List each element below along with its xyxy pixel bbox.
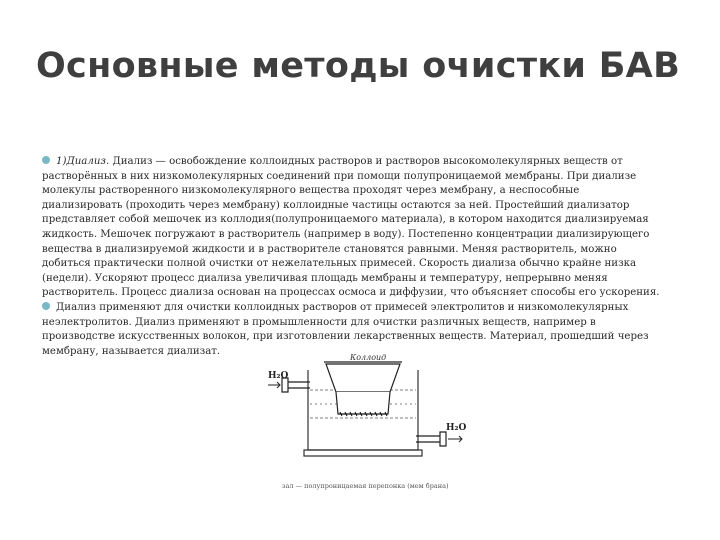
paragraph-text: Диализ применяют для очистки коллоидных растворов от примесей электролитов и низкомолекулярных неэлектролитов. Диализ применяют в промышленности для очистки различных веществ, например в производстве искусственных волокон, при изготовлении лекарственных веществ. Материал, прошедший через мембрану, называется диализат.	[42, 301, 649, 357]
diagram-caption: зал — полупроницаемая перепонка (мем брана)	[282, 482, 449, 490]
outlet-pipe	[416, 432, 446, 446]
body-text	[42, 155, 662, 359]
dialyzer-diagram	[268, 352, 468, 480]
paragraph-application	[42, 301, 662, 359]
diagram-label-top: Коллоид	[350, 353, 387, 362]
page-title: Основные методы очистки БАВ	[36, 46, 681, 86]
paragraph-text: Диализ — освобождение коллоидных растворов и растворов высокомолекулярных веществ от растворённых в них низкомолекулярных соединений при помощи полупроницаемой мембраны. При диализе молекулы растворенного низкомолекулярного вещества проходят через мембрану, а неспособные диализировать (проходить через мембрану) коллоидные частицы остаются за ней. Простейший диализатор представляет собой мешочек из коллодия(полупроницаемого материала), в котором находится диализируемая жидкость. Мешочек погружают в растворитель (например в воду). Постепенно концентрации диализирующего вещества в диализируемой жидкости и в растворителе становятся равными. Меняя растворитель, можно добиться практически полной очистки от нежелательных примесей. Скорость диализа обычно крайне низка (недели). Ускоряют процесс диализа увеличивая площадь мембраны и температуру, непрерывно меняя растворитель. Процесс диализа основан на процессах осмоса и диффузии, что объясняет способы его ускорения.	[42, 156, 660, 299]
inner-membrane-vessel	[324, 362, 402, 414]
bullet-icon	[42, 156, 50, 164]
paragraph-lead: 1)Диализ.	[56, 156, 110, 167]
diagram-label-outlet: H₂O	[446, 423, 467, 433]
diagram-label-inlet: H₂O	[268, 371, 289, 381]
paragraph-dialysis	[42, 155, 662, 301]
bullet-icon	[42, 302, 50, 310]
